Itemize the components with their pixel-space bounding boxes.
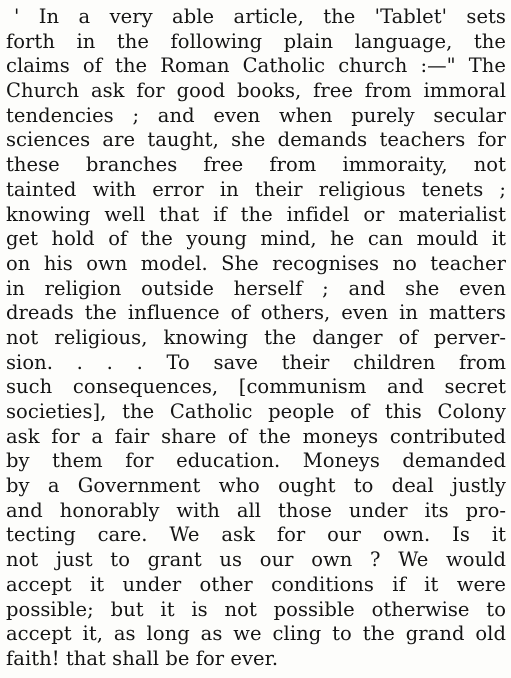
- article-line: tecting care. We ask for our own. Is it: [6, 523, 506, 547]
- article-line: accept it, as long as we cling to the grand old: [6, 622, 506, 646]
- article-line: accept it under other conditions if it were: [6, 572, 506, 596]
- article-line: get hold of the young mind, he can mould it: [6, 227, 506, 251]
- article-line: claims of the Roman Catholic church :—" The: [6, 54, 506, 78]
- article-line: sion. . . . To save their children from: [6, 350, 506, 374]
- article-line: Church ask for good books, free from immoral: [6, 79, 506, 103]
- article-line: forth in the following plain language, the: [6, 29, 506, 53]
- article-line: knowing well that if the infidel or materialist: [6, 202, 506, 226]
- article-line: societies], the Catholic people of this Colony: [6, 400, 506, 423]
- article-line: by them for education. Moneys demanded: [6, 449, 506, 473]
- article-line: sciences are taught, she demands teachers for: [6, 128, 506, 152]
- article-line: tainted with error in their religious tenets ;: [6, 177, 506, 201]
- article-line: and honorably with all those under its pro-: [6, 498, 506, 522]
- article-line: in religion outside herself ; and she even: [6, 276, 506, 300]
- article-line: ' In a very able article, the 'Tablet' sets: [14, 5, 506, 28]
- article-line: ask for a fair share of the moneys contributed: [6, 424, 506, 448]
- article-line: tendencies ; and even when purely secular: [6, 103, 506, 127]
- article-line: faith! that shall be for ever.: [6, 646, 279, 670]
- article-line: possible; but it is not possible otherwise to: [6, 597, 506, 621]
- article-column: [6, 5, 506, 672]
- article-line: dreads the influence of others, even in matters: [6, 301, 506, 325]
- article-line: by a Government who ought to deal justly: [6, 474, 506, 498]
- article-line: such consequences, [communism and secret: [6, 375, 506, 399]
- article-line: not religious, knowing the danger of perver-: [6, 325, 506, 349]
- article-line: on his own model. She recognises no teacher: [6, 251, 506, 275]
- article-line: these branches free from immoraity, not: [6, 153, 506, 177]
- article-line: not just to grant us our own ? We would: [6, 548, 506, 572]
